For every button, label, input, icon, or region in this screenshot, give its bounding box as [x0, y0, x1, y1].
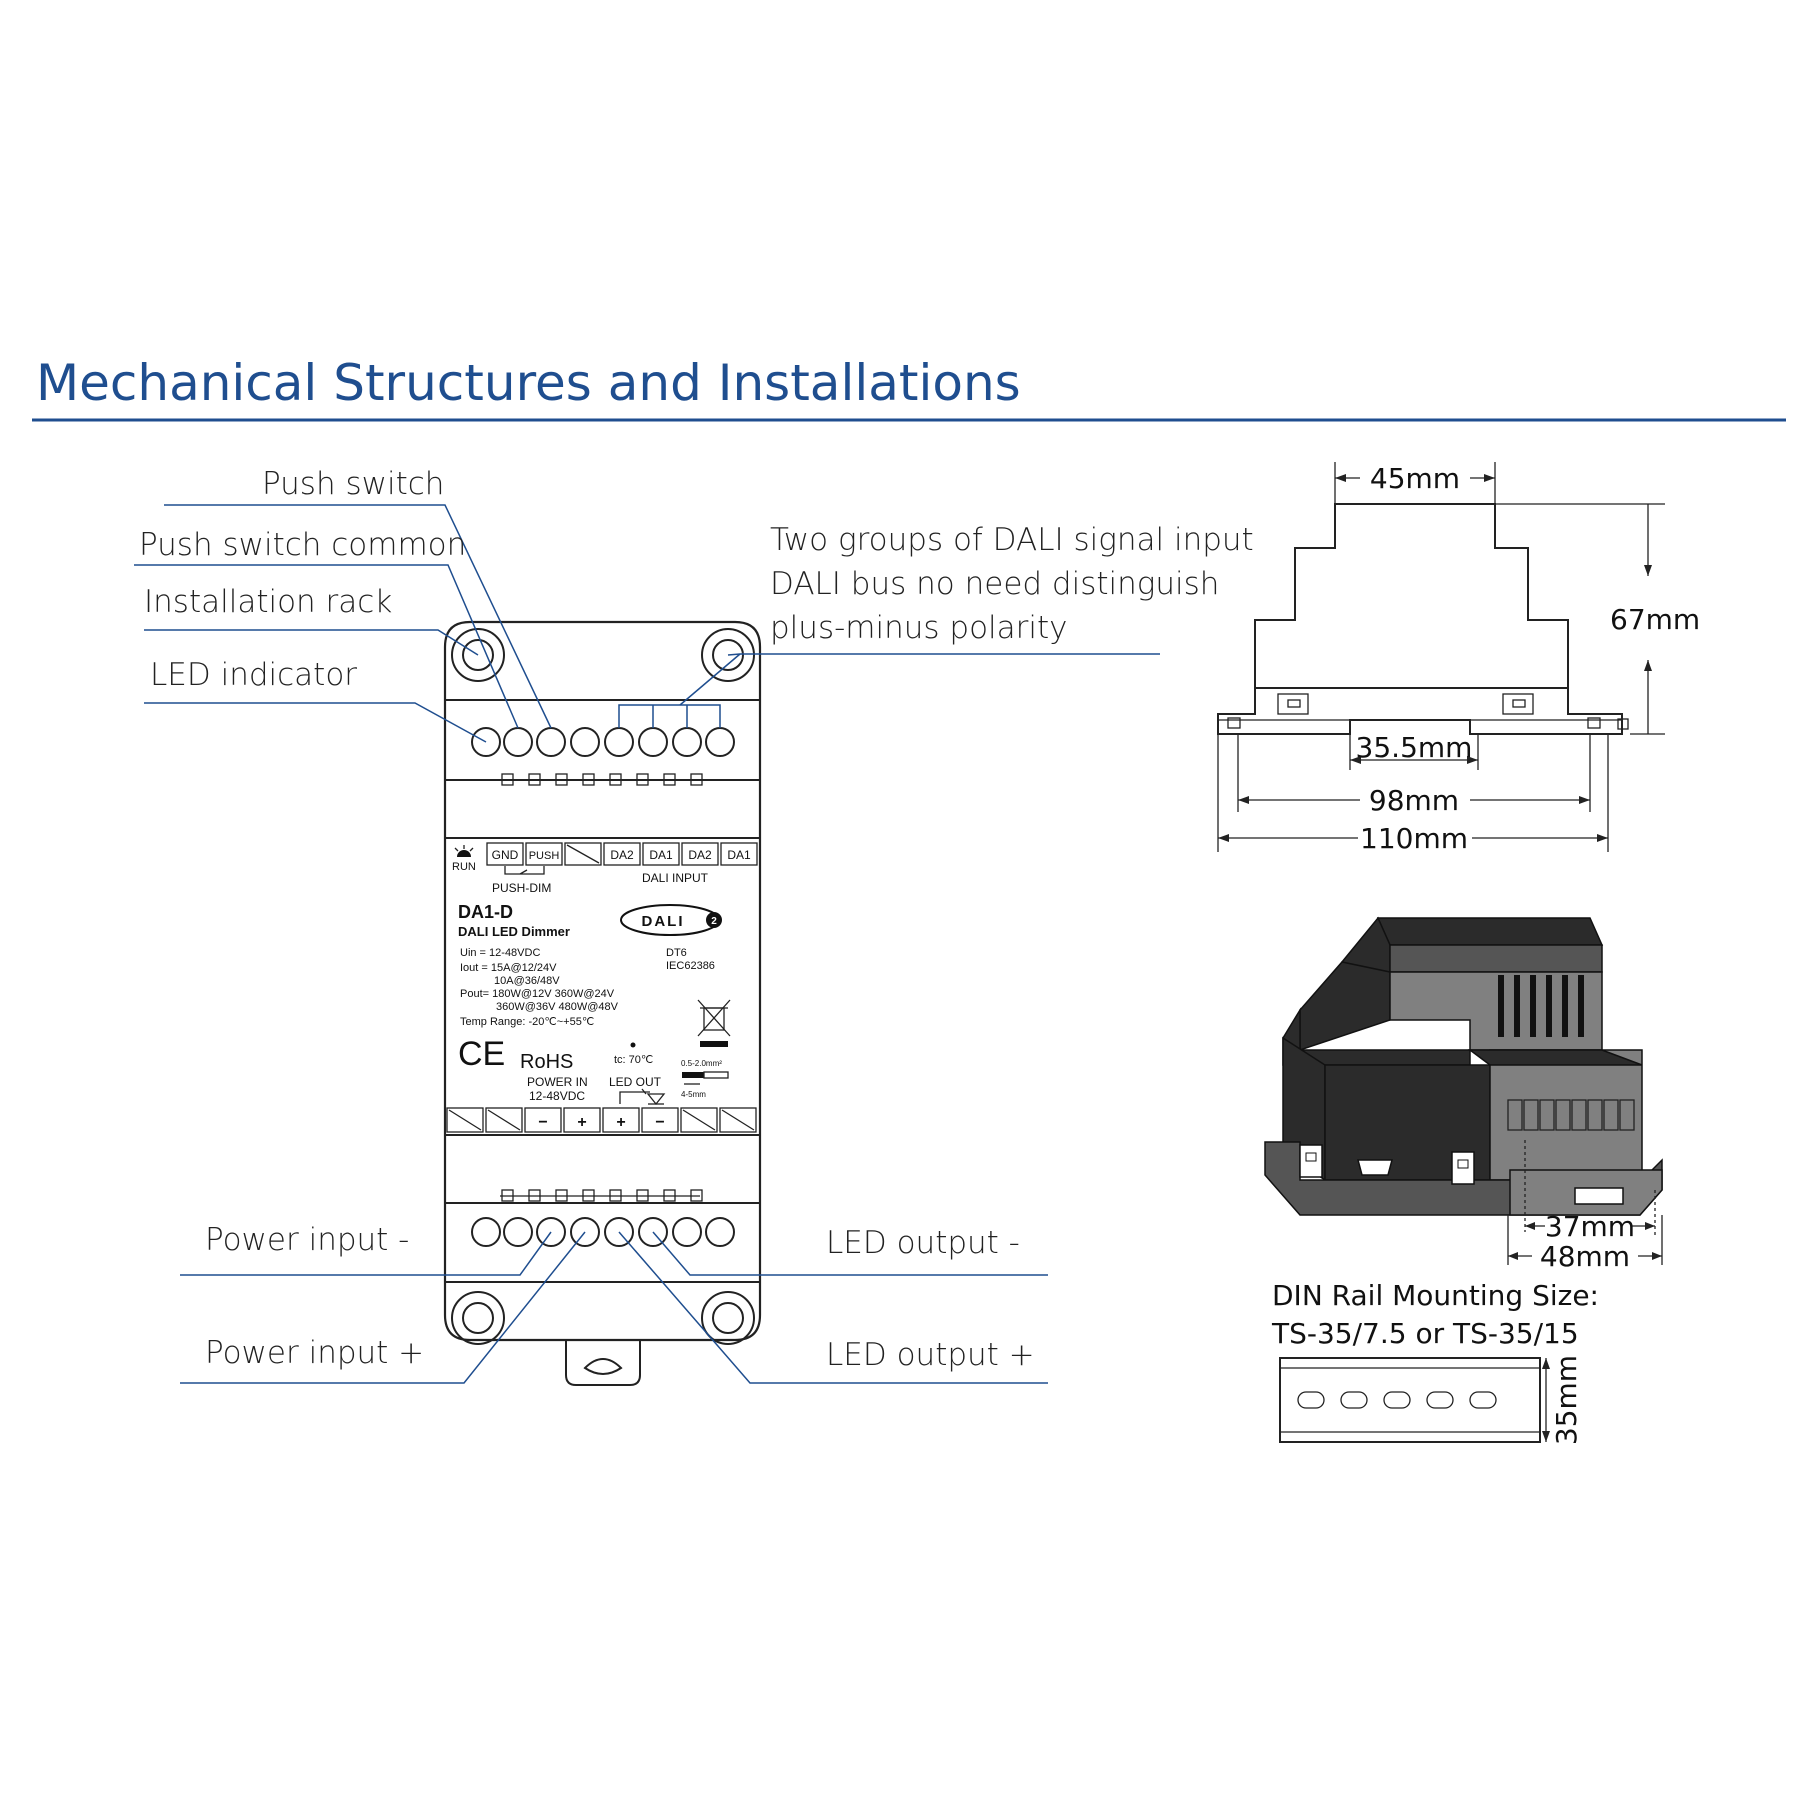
- tc-point-icon: [631, 1043, 636, 1048]
- terminal-label-push: PUSH: [528, 850, 560, 862]
- spec-iout-1: Iout = 15A@12/24V: [460, 962, 557, 974]
- din-rail-slot: [1427, 1392, 1453, 1408]
- spec-iout-2: 10A@36/48V: [494, 975, 560, 987]
- callout-led-output-minus: LED output -: [826, 1225, 1020, 1261]
- dim-35-5mm: 35.5mm: [1355, 731, 1473, 764]
- dim-45mm: 45mm: [1369, 462, 1461, 495]
- isometric-view: [1265, 918, 1662, 1273]
- tc-label: tc: 70℃: [614, 1054, 654, 1066]
- iso-tier-left: [1300, 962, 1390, 1050]
- power-in-label: POWER IN: [527, 1075, 588, 1089]
- terminal-label-da2-a: DA2: [610, 848, 634, 862]
- terminal-label-power-minus: −: [538, 1114, 548, 1131]
- din-rail-slot: [1341, 1392, 1367, 1408]
- device-front-view: [445, 622, 760, 1385]
- leader-installation-rack: [144, 630, 478, 655]
- iso-tier-front: [1390, 972, 1602, 1050]
- dim-37mm: 37mm: [1544, 1210, 1636, 1243]
- callout-led-output-plus: LED output +: [826, 1337, 1035, 1373]
- strip-length-label: 4-5mm: [681, 1090, 706, 1099]
- callout-dali-line-2: DALI bus no need distinguish: [770, 566, 1220, 602]
- push-dim-label: PUSH-DIM: [492, 881, 552, 895]
- callout-power-input-plus: Power input +: [205, 1335, 425, 1371]
- terminal-label-gnd: GND: [491, 848, 519, 862]
- profile-body: [1255, 504, 1568, 688]
- side-profile-view: [1218, 462, 1700, 855]
- iso-clip-slot: [1458, 1160, 1468, 1168]
- din-clip: [566, 1340, 640, 1385]
- iso-lower-front: [1490, 1050, 1642, 1180]
- spec-pout-2: 360W@36V 480W@48V: [496, 1001, 619, 1013]
- callout-push-switch-common: Push switch common: [139, 527, 467, 563]
- callout-power-input-minus: Power input -: [205, 1222, 410, 1258]
- spec-iec: IEC62386: [666, 960, 715, 972]
- din-clip-slot: [585, 1359, 621, 1374]
- iso-top-face: [1378, 918, 1602, 945]
- spec-uin: Uin = 12-48VDC: [460, 947, 541, 959]
- terminal-label-da1-a: DA1: [649, 848, 673, 862]
- power-range-label: 12-48VDC: [529, 1089, 586, 1103]
- terminal-label-led-plus: +: [616, 1114, 626, 1131]
- iso-top-front: [1390, 945, 1602, 972]
- dim-98mm: 98mm: [1368, 784, 1460, 817]
- dim-67mm: 67mm: [1610, 603, 1701, 636]
- callout-dali-line-3: plus-minus polarity: [770, 610, 1068, 646]
- run-label: RUN: [452, 861, 476, 873]
- din-rail-slot: [1470, 1392, 1496, 1408]
- din-rail-drawing: [1280, 1358, 1550, 1442]
- ce-mark: CE: [458, 1035, 506, 1073]
- profile-clip-right: [1503, 694, 1533, 714]
- wire-gauge-label: 0.5-2.0mm²: [681, 1059, 722, 1068]
- terminal-label-da1-b: DA1: [727, 848, 751, 862]
- dali-logo-text: DALI: [641, 913, 685, 930]
- din-rail-title: DIN Rail Mounting Size:: [1272, 1279, 1599, 1312]
- dim-35mm: 35mm: [1550, 1354, 1583, 1446]
- page-title: Mechanical Structures and Installations: [36, 354, 1021, 412]
- callout-dali-line-1: Two groups of DALI signal input: [770, 522, 1254, 558]
- spec-dt6: DT6: [666, 947, 687, 959]
- din-rail-spec: TS-35/7.5 or TS-35/15: [1272, 1317, 1579, 1350]
- product-name: DALI LED Dimmer: [458, 924, 570, 939]
- iso-front-tab: [1575, 1188, 1623, 1204]
- dim-110mm: 110mm: [1360, 822, 1468, 855]
- terminal-label-power-plus: +: [577, 1114, 587, 1131]
- callout-installation-rack: Installation rack: [144, 584, 393, 620]
- spec-pout-1: Pout= 180W@12V 360W@24V: [460, 988, 615, 1000]
- spec-temp: Temp Range: -20℃~+55℃: [460, 1016, 595, 1028]
- terminal-label-da2-b: DA2: [688, 848, 712, 862]
- din-rail-slot: [1298, 1392, 1324, 1408]
- iso-clip-slot: [1306, 1153, 1316, 1161]
- profile-clip-left: [1278, 694, 1308, 714]
- profile-clip-slot: [1513, 700, 1525, 707]
- leader-led-indicator: [144, 703, 486, 742]
- model-name: DA1-D: [458, 902, 514, 922]
- rohs-mark: RoHS: [520, 1051, 574, 1073]
- din-rail-slot: [1384, 1392, 1410, 1408]
- iso-rail-gap: [1358, 1160, 1392, 1175]
- dali-input-label: DALI INPUT: [642, 871, 709, 885]
- callout-led-indicator: LED indicator: [150, 657, 358, 693]
- dali-logo: [621, 905, 722, 935]
- dali-logo-number: 2: [711, 916, 717, 927]
- led-out-label: LED OUT: [609, 1075, 662, 1089]
- dim-48mm: 48mm: [1539, 1240, 1631, 1273]
- profile-clip-slot: [1288, 700, 1300, 707]
- callout-push-switch: Push switch: [262, 466, 445, 502]
- leader-dali-mount: [728, 654, 1160, 655]
- terminal-label-led-minus: −: [655, 1114, 665, 1131]
